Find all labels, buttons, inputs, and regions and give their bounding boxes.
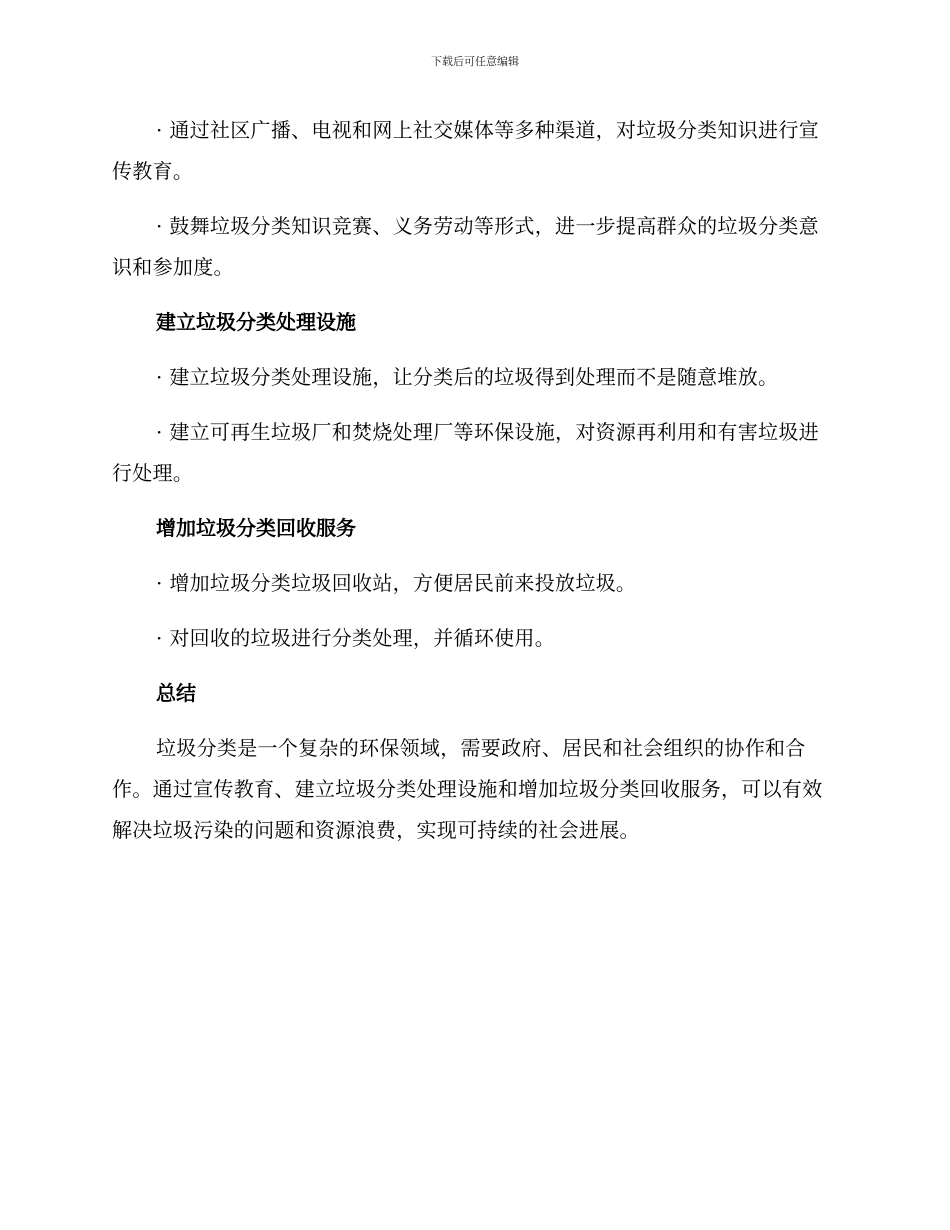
section-heading-recycling: 增加垃圾分类回收服务 (156, 516, 356, 540)
paragraph-encourage: · 鼓舞垃圾分类知识竞赛、义务劳动等形式，进一步提高群众的垃圾分类意识和参加度。 (112, 214, 819, 279)
list-item: · 对回收的垃圾进行分类处理，并循环使用。 (156, 626, 556, 650)
paragraph-summary: 垃圾分类是一个复杂的环保领域，需要政府、居民和社会组织的协作和合作。通过宣传教育、建立垃圾分类处理设施和增加垃圾分类回收服务，可以有效解决垃圾污染的问题和资源浪费，实现可持续的社会进展。 (112, 736, 823, 842)
list-item: · 建立垃圾分类处理设施，让分类后的垃圾得到处理而不是随意堆放。 (156, 365, 779, 389)
list-item: · 建立可再生垃圾厂和焚烧处理厂等环保设施，对资源再利用和有害垃圾进行处理。 (112, 420, 819, 485)
section-heading-facilities: 建立垃圾分类处理设施 (156, 310, 356, 334)
document-body (112, 110, 834, 851)
paragraph-publicity: · 通过社区广播、电视和网上社交媒体等多种渠道，对垃圾分类知识进行宣传教育。 (112, 118, 819, 183)
list-item: · 增加垃圾分类垃圾回收站，方便居民前来投放垃圾。 (156, 571, 637, 595)
page-header: 下载后可任意编辑 (431, 55, 519, 68)
section-heading-summary: 总结 (156, 681, 196, 705)
